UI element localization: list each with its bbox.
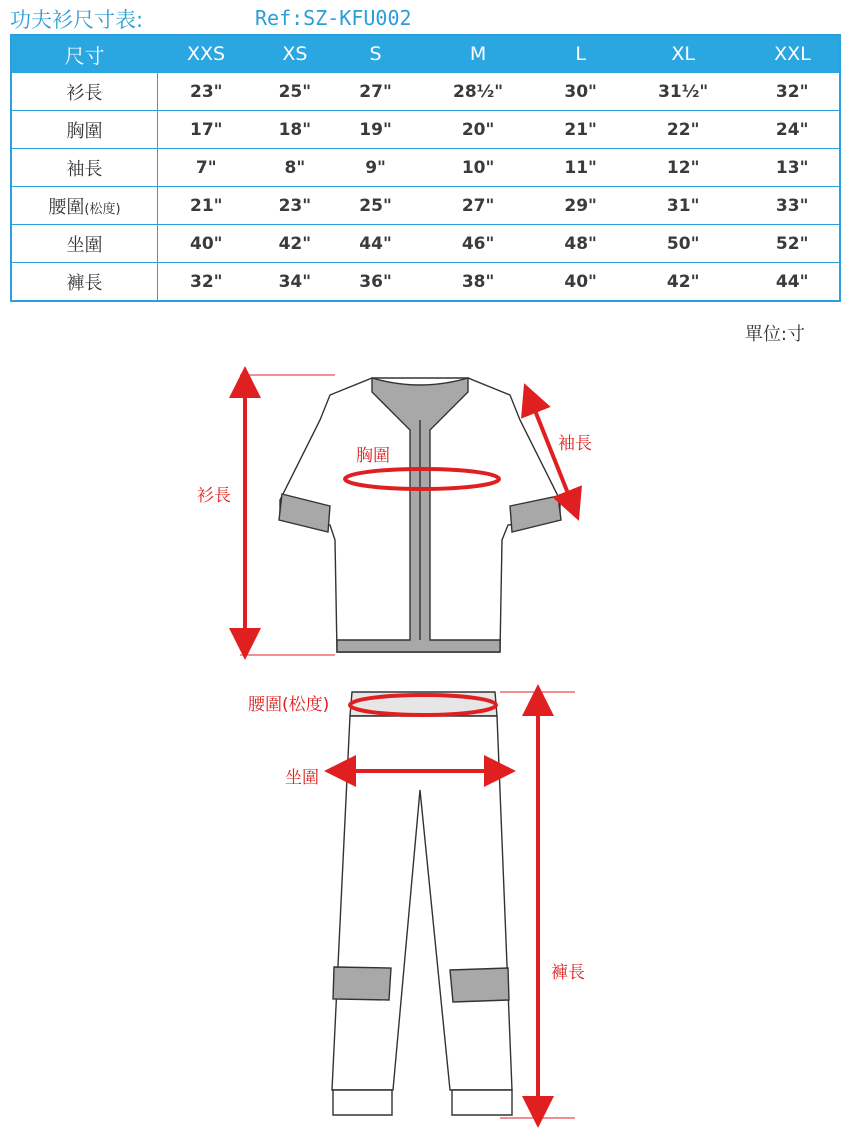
pants-right-cuff [452, 1090, 512, 1115]
row-label-sleeve: 袖長 [11, 149, 158, 187]
table-cell: 18" [255, 111, 336, 149]
page-title: 功夫衫尺寸表: [10, 8, 144, 32]
table-cell: 46" [416, 225, 540, 263]
table-cell: 22" [621, 111, 745, 149]
row-label-chest: 胸圍 [11, 111, 158, 149]
table-cell: 25" [335, 187, 416, 225]
table-cell: 21" [158, 187, 255, 225]
label-pants-length: 褲長 [551, 963, 585, 983]
table-cell: 29" [540, 187, 621, 225]
header [10, 2, 840, 32]
table-cell: 28½" [416, 73, 540, 111]
table-cell: 32" [158, 263, 255, 302]
table-cell: 21" [540, 111, 621, 149]
pants-drawing [332, 692, 512, 1115]
label-shirt-length: 衫長 [197, 486, 231, 506]
table-cell: 42" [255, 225, 336, 263]
table-row [11, 225, 840, 263]
table-cell: 12" [621, 149, 745, 187]
size-header-xs: XS [255, 35, 336, 73]
size-header-corner: 尺寸 [11, 35, 158, 73]
table-cell: 40" [540, 263, 621, 302]
size-header-xxl: XXL [745, 35, 840, 73]
table-cell: 20" [416, 111, 540, 149]
table-cell: 31" [621, 187, 745, 225]
garment-diagram [0, 350, 850, 1131]
table-cell: 34" [255, 263, 336, 302]
table-cell: 38" [416, 263, 540, 302]
table-cell: 30" [540, 73, 621, 111]
table-cell: 9" [335, 149, 416, 187]
table-cell: 44" [335, 225, 416, 263]
label-hip: 坐圍 [285, 768, 319, 788]
table-cell: 44" [745, 263, 840, 302]
row-label-waist-text: 腰圍 [48, 196, 85, 218]
table-cell: 36" [335, 263, 416, 302]
table-cell: 8" [255, 149, 336, 187]
label-waist: 腰圍(松度) [248, 695, 330, 715]
table-cell: 40" [158, 225, 255, 263]
reference-code: Ref:SZ-KFU002 [255, 6, 412, 30]
row-label-hip: 坐圍 [11, 225, 158, 263]
size-header-xxs: XXS [158, 35, 255, 73]
size-header-l: L [540, 35, 621, 73]
table-row [11, 111, 840, 149]
table-cell: 19" [335, 111, 416, 149]
table-cell: 33" [745, 187, 840, 225]
row-label-waist-note: (松度) [84, 201, 121, 217]
table-cell: 23" [158, 73, 255, 111]
table-cell: 23" [255, 187, 336, 225]
size-table [10, 34, 841, 302]
table-row [11, 73, 840, 111]
table-row [11, 263, 840, 302]
table-cell: 25" [255, 73, 336, 111]
label-chest: 胸圍 [356, 446, 390, 466]
table-cell: 52" [745, 225, 840, 263]
table-row [11, 149, 840, 187]
table-cell: 7" [158, 149, 255, 187]
table-cell: 42" [621, 263, 745, 302]
table-cell: 11" [540, 149, 621, 187]
table-cell: 17" [158, 111, 255, 149]
size-header-m: M [416, 35, 540, 73]
shirt-drawing [279, 378, 561, 652]
row-label-shirt-length: 衫長 [11, 73, 158, 111]
table-cell: 32" [745, 73, 840, 111]
size-header-xl: XL [621, 35, 745, 73]
row-label-pants-length: 褲長 [11, 263, 158, 302]
table-cell: 13" [745, 149, 840, 187]
label-sleeve: 袖長 [558, 434, 592, 454]
pants-left-cuff [333, 1090, 392, 1115]
table-cell: 24" [745, 111, 840, 149]
table-cell: 31½" [621, 73, 745, 111]
row-label-waist [11, 187, 158, 225]
table-cell: 10" [416, 149, 540, 187]
table-cell: 27" [416, 187, 540, 225]
table-row [11, 187, 840, 225]
unit-note: 單位:寸 [744, 324, 805, 345]
size-header-row [11, 35, 840, 73]
table-cell: 48" [540, 225, 621, 263]
size-header-s: S [335, 35, 416, 73]
table-cell: 27" [335, 73, 416, 111]
table-cell: 50" [621, 225, 745, 263]
pants-left-knee-band [333, 967, 391, 1000]
pants-right-knee-band [450, 968, 509, 1002]
